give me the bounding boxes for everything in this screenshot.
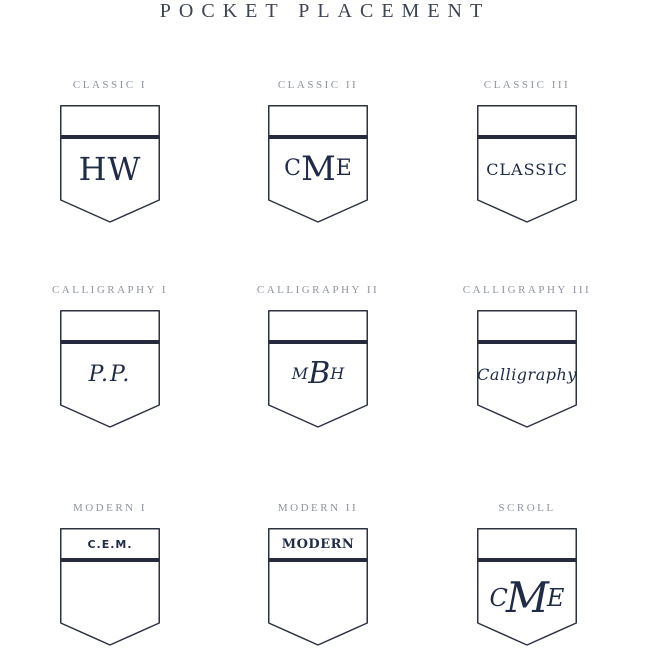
pocket-card-calligraphy-ii [214,280,422,440]
style-label: CLASSIC I [72,79,148,91]
monogram-letter-right: E [335,156,352,181]
monogram-text: Calligraphy [477,364,577,384]
pocket-card-modern-i [6,498,214,658]
monogram-text: HW [78,150,142,188]
pocket-card-classic-iii [423,75,631,235]
monogram-letter-right: H [330,364,345,383]
style-label: CALLIGRAPHY II [256,284,380,296]
monogram-letter-right: E [546,584,565,612]
pocket-card-calligraphy-iii [423,280,631,440]
style-label: CALLIGRAPHY III [462,284,592,296]
monogram-text [268,139,368,199]
monogram-text [477,572,577,624]
pocket-card-classic-i [6,75,214,235]
style-label: MODERN I [72,502,148,514]
monogram-text: CLASSIC [486,159,568,179]
page-title: POCKET PLACEMENT [159,0,491,22]
pocket-band [479,558,576,562]
style-label: CLASSIC II [277,79,359,91]
monogram-text [268,344,368,404]
monogram-text: C.E.M. [87,537,133,551]
monogram-letter-center: M [505,573,549,622]
style-label: MODERN II [277,502,359,514]
style-label: CALLIGRAPHY I [51,284,169,296]
monogram-text: MODERN [281,536,355,552]
monogram-letter-center: M [300,149,336,189]
monogram-letter-left: C [284,156,301,181]
monogram-letter-center: B [308,356,331,391]
pocket-card-classic-ii [214,75,422,235]
monogram-letter-left: C [489,584,508,612]
pocket-card-modern-ii [214,498,422,658]
pocket-card-scroll [423,498,631,658]
monogram-text: P.P. [88,361,132,387]
style-label: CLASSIC III [483,79,571,91]
monogram-letter-left: M [291,364,309,383]
pocket-card-calligraphy-i [6,280,214,440]
style-label: SCROLL [498,502,556,514]
